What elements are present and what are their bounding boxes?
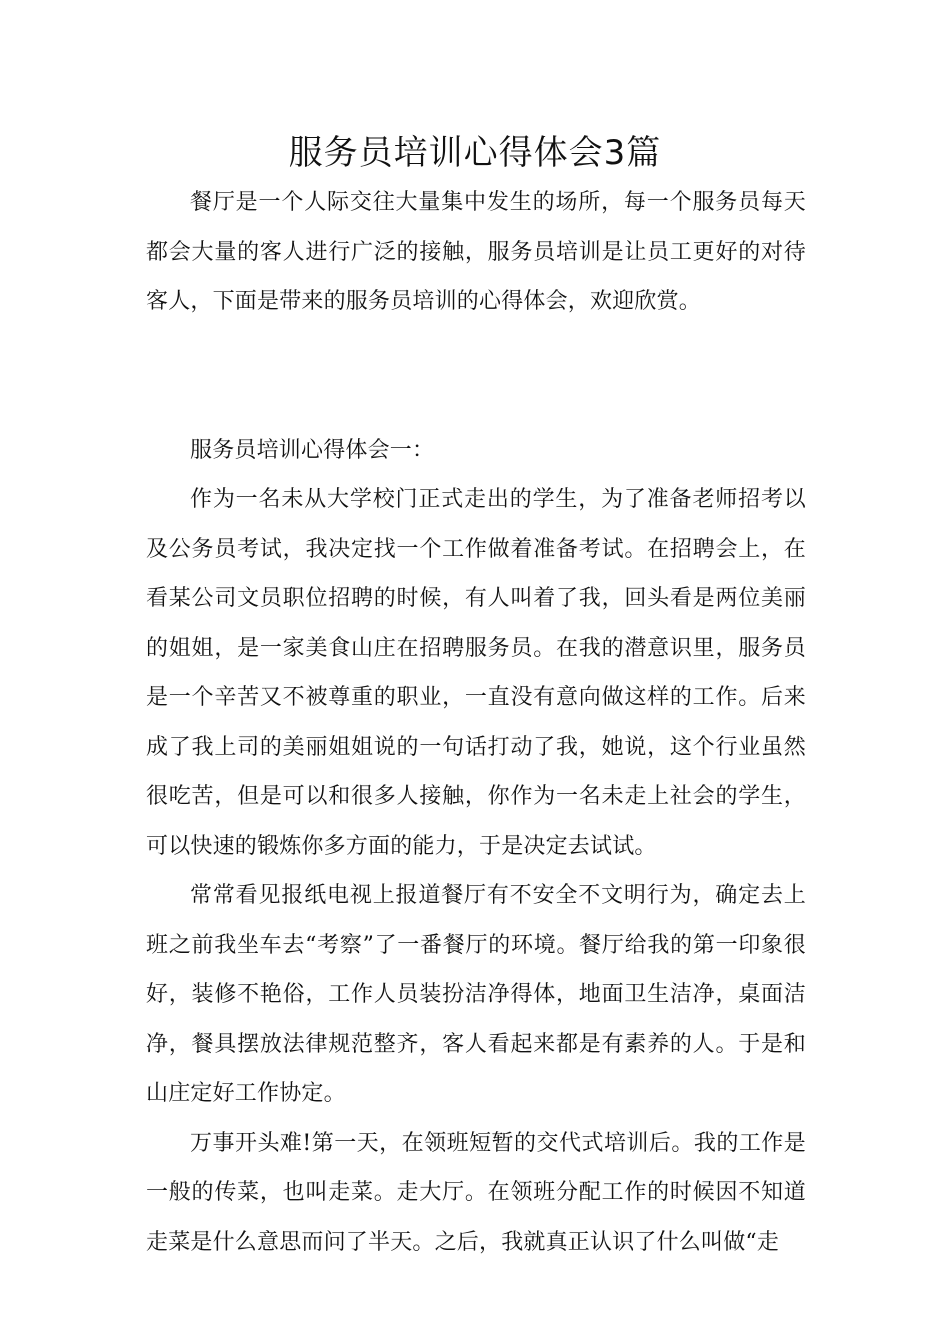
blank-line: [146, 327, 806, 426]
body-paragraph: 作为一名未从大学校门正式走出的学生，为了准备老师招考以及公务员考试，我决定找一个工作做着准备考试。在招聘会上，在看某公司文员职位招聘的时候，有人叫着了我，回头看是两位美丽的姐姐，是一家美食山庄在招聘服务员。在我的潜意识里，服务员是一个辛苦又不被尊重的职业，一直没有意向做这样的工作。后来成了我上司的美丽姐姐说的一句话打动了我，她说，这个行业虽然很吃苦，但是可以和很多人接触，你作为一名未走上社会的学生，可以快速的锻炼你多方面的能力，于是决定去试试。: [146, 487, 806, 859]
document-title: 服务员培训心得体会3篇: [288, 133, 662, 173]
body-paragraph: 常常看见报纸电视上报道餐厅有不安全不文明行为，确定去上班之前我坐车去“考察”了一番餐厅的环境。餐厅给我的第一印象很好，装修不艳俗，工作人员装扮洁净得体，地面卫生洁净，桌面洁净，餐具摆放法律规范整齐，客人看起来都是有素养的人。于是和山庄定好工作协定。: [146, 883, 806, 1106]
document-body: [146, 178, 806, 1267]
body-paragraph: 万事开头难!第一天，在领班短暂的交代式培训后。我的工作是一般的传菜，也叫走菜。走大厅。在领班分配工作的时候因不知道走菜是什么意思而问了半天。之后，我就真正认识了什么叫做“走: [146, 1130, 806, 1255]
section-heading: 服务员培训心得体会一：: [190, 437, 435, 463]
intro-paragraph: 餐厅是一个人际交往大量集中发生的场所，每一个服务员每天都会大量的客人进行广泛的接触，服务员培训是让员工更好的对待客人，下面是带来的服务员培训的心得体会，欢迎欣赏。: [146, 190, 806, 314]
